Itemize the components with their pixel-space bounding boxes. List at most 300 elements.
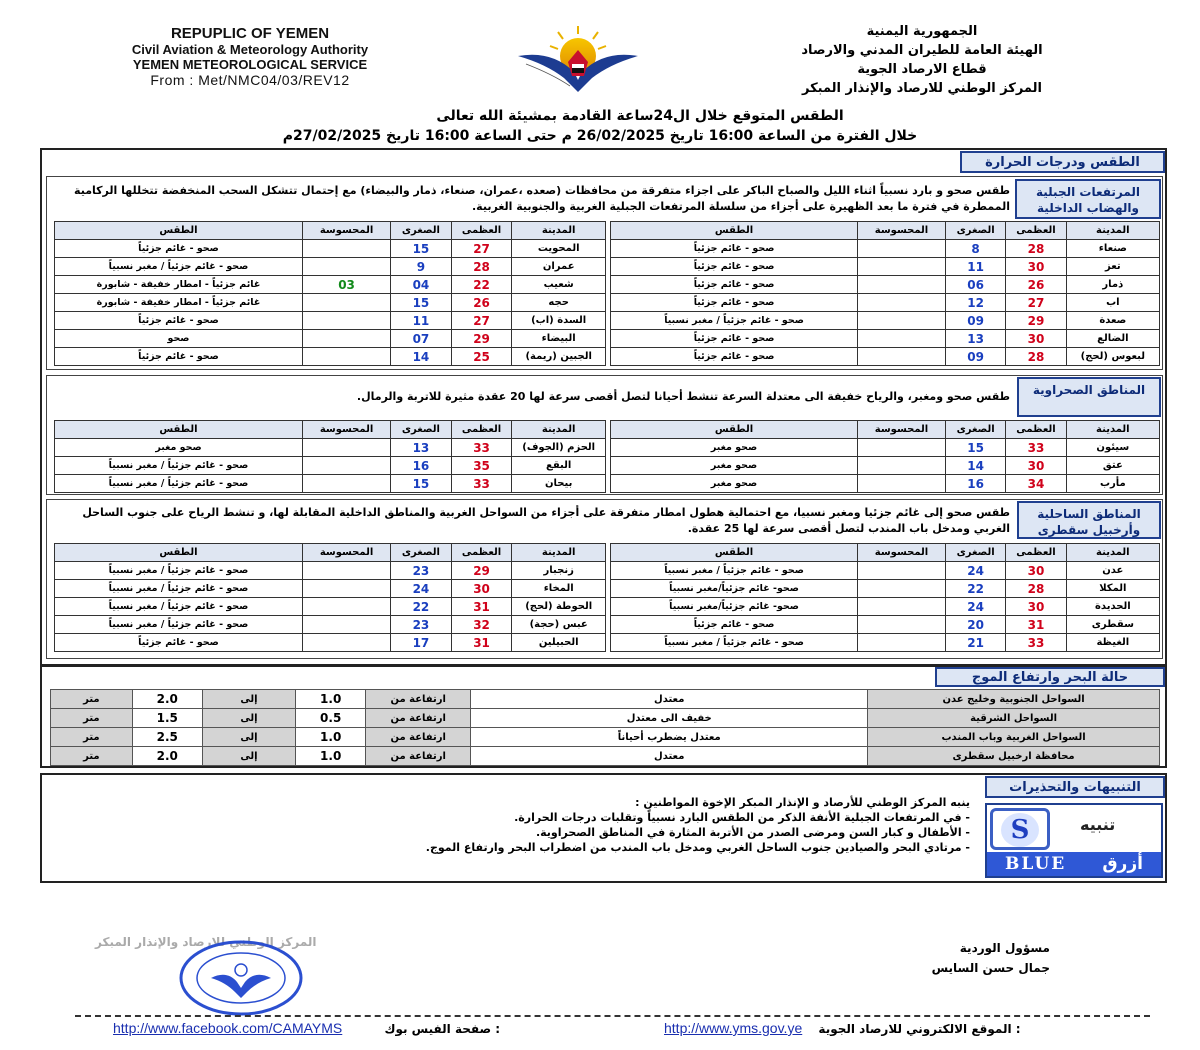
sea-row bbox=[51, 728, 1160, 747]
cell-desc: صحو - غائم جزئياً bbox=[611, 276, 858, 294]
desert-table-right bbox=[610, 420, 1160, 493]
table-row bbox=[611, 312, 1160, 330]
cell-max: 30 bbox=[1006, 457, 1066, 475]
service-en: YEMEN METEOROLOGICAL SERVICE bbox=[132, 57, 368, 72]
cell-desc: صحو - غائم جزئياً / مغبر نسبياً bbox=[55, 562, 303, 580]
authority-logo-icon bbox=[512, 20, 644, 102]
cell-min: 23 bbox=[391, 616, 452, 634]
cell-felt bbox=[858, 330, 946, 348]
table-row bbox=[55, 634, 606, 652]
column-header: الطقس bbox=[55, 544, 303, 562]
cell-desc: صحو - غائم جزئياً / مغبر نسبياً bbox=[611, 312, 858, 330]
sea-cell: 1.5 bbox=[132, 709, 202, 728]
cell-desc: صحو - غائم جزئياً / مغبر نسبياً bbox=[611, 562, 858, 580]
alert-level-ar: تنبيه bbox=[1080, 815, 1116, 834]
table-row bbox=[55, 439, 606, 457]
table-header-row bbox=[611, 544, 1160, 562]
cell-max: 28 bbox=[451, 258, 512, 276]
column-header: الطقس bbox=[55, 222, 303, 240]
cell-city: الحزم (الجوف) bbox=[512, 439, 606, 457]
cell-min: 24 bbox=[945, 562, 1005, 580]
cell-min: 20 bbox=[945, 616, 1005, 634]
cell-min: 07 bbox=[391, 330, 452, 348]
cell-felt bbox=[302, 240, 390, 258]
alert-level-ar2: أزرق bbox=[1102, 854, 1143, 874]
table-row bbox=[611, 562, 1160, 580]
cell-max: 29 bbox=[1006, 312, 1066, 330]
region-desert-desc: طقس صحو ومغبر، والرياح خفيفة الى معتدلة السرعة تنشط أحيانا لتصل أقصى سرعة لها 20 عقدة مثيرة للاتربة والرمال. bbox=[356, 390, 1010, 403]
duty-name: جمال حسن السايس bbox=[931, 961, 1050, 975]
warning-item: - الأطفال و كبار السن ومرضى الصدر من الأتربة المثارة في المناطق الصحراوية. bbox=[535, 826, 970, 839]
forecast-period: خلال الفترة من الساعة 16:00 تاريخ 26/02/2025 م حتى الساعة 16:00 تاريخ 27/02/2025م bbox=[282, 128, 918, 144]
cell-city: صعدة bbox=[1066, 312, 1159, 330]
cell-min: 09 bbox=[945, 312, 1005, 330]
column-header: الصغرى bbox=[945, 222, 1005, 240]
cell-min: 14 bbox=[391, 348, 452, 366]
table-row bbox=[611, 616, 1160, 634]
table-row bbox=[611, 348, 1160, 366]
cell-desc: غائم جزئياً - امطار خفيفة - شابورة bbox=[55, 294, 303, 312]
sea-cell: 2.0 bbox=[132, 690, 202, 709]
cell-max: 31 bbox=[1006, 616, 1066, 634]
cell-felt bbox=[302, 294, 390, 312]
region-desert-label: المناطق الصحراوية bbox=[1017, 377, 1161, 417]
cell-min: 16 bbox=[391, 457, 452, 475]
cell-city: صنعاء bbox=[1066, 240, 1159, 258]
column-header: العظمى bbox=[451, 421, 512, 439]
warning-intro: ينبه المركز الوطني للأرصاد و الإنذار المبكر الإخوة المواطنين : bbox=[635, 796, 970, 809]
cell-desc: صحو - غائم جزئياً / مغبر نسبياً bbox=[611, 634, 858, 652]
warnings-title: التنبيهات والتحذيرات bbox=[985, 776, 1165, 798]
coastal-table-left bbox=[54, 543, 606, 652]
cell-city: بيحان bbox=[512, 475, 606, 493]
cell-min: 21 bbox=[945, 634, 1005, 652]
sea-cell: متر bbox=[51, 690, 133, 709]
cell-min: 13 bbox=[391, 439, 452, 457]
sea-cell: إلى bbox=[202, 709, 295, 728]
column-header: العظمى bbox=[1006, 544, 1066, 562]
cell-max: 29 bbox=[451, 562, 512, 580]
cell-min: 14 bbox=[945, 457, 1005, 475]
cell-desc: صحو - غائم جزئياً / مغبر نسبياً bbox=[55, 258, 303, 276]
cell-max: 26 bbox=[1006, 276, 1066, 294]
cell-desc: صحو- غائم جزئياً/مغبر نسبياً bbox=[611, 598, 858, 616]
cell-city: عدن bbox=[1066, 562, 1159, 580]
cell-min: 15 bbox=[391, 475, 452, 493]
cell-felt bbox=[302, 439, 390, 457]
cell-city: شعيب bbox=[512, 276, 606, 294]
sea-cell: متر bbox=[51, 709, 133, 728]
table-row bbox=[611, 258, 1160, 276]
table-row bbox=[55, 598, 606, 616]
cell-felt bbox=[858, 616, 946, 634]
cell-felt bbox=[858, 580, 946, 598]
cell-city: الجبين (ريمة) bbox=[512, 348, 606, 366]
column-header: الطقس bbox=[611, 544, 858, 562]
cell-city: سقطرى bbox=[1066, 616, 1159, 634]
cell-max: 26 bbox=[451, 294, 512, 312]
cell-desc: صحو - غائم جزئياً / مغبر نسبياً bbox=[55, 457, 303, 475]
cell-desc: صحو - غائم جزئياً bbox=[611, 240, 858, 258]
cell-min: 9 bbox=[391, 258, 452, 276]
sea-cell: 0.5 bbox=[296, 709, 366, 728]
table-row bbox=[611, 475, 1160, 493]
column-header: المحسوسة bbox=[858, 222, 946, 240]
sea-cell: متر bbox=[51, 747, 133, 766]
cell-max: 29 bbox=[451, 330, 512, 348]
table-row bbox=[55, 616, 606, 634]
footer-divider bbox=[75, 1015, 1150, 1017]
region-coastal-label: المناطق الساحلية وأرخبيل سقطرى bbox=[1017, 501, 1161, 539]
sea-cell: ارتفاعة من bbox=[366, 690, 471, 709]
cell-max: 33 bbox=[1006, 439, 1066, 457]
column-header: العظمى bbox=[451, 544, 512, 562]
cell-max: 27 bbox=[451, 240, 512, 258]
sea-cell: 1.0 bbox=[296, 728, 366, 747]
table-row bbox=[611, 276, 1160, 294]
cell-max: 32 bbox=[451, 616, 512, 634]
column-header: العظمى bbox=[1006, 222, 1066, 240]
cell-desc: صحو - غائم جزئياً bbox=[611, 330, 858, 348]
cell-felt bbox=[858, 276, 946, 294]
table-row bbox=[55, 580, 606, 598]
cell-max: 33 bbox=[451, 475, 512, 493]
warning-item: - في المرتفعات الجبلية الأنفة الذكر من الطقس البارد نسبياً وتقلبات درجات الحرارة. bbox=[514, 811, 970, 824]
sea-cell: خفيف الى معتدل bbox=[471, 709, 868, 728]
alert-s-badge-icon bbox=[990, 808, 1050, 850]
cell-min: 15 bbox=[945, 439, 1005, 457]
sector-ar: قطاع الارصاد الجوية bbox=[857, 62, 987, 77]
cell-desc: صحو - غائم جزئياً / مغبر نسبياً bbox=[55, 598, 303, 616]
cell-felt: 03 bbox=[302, 276, 390, 294]
duty-title: مسؤول الوردية bbox=[959, 941, 1050, 955]
cell-desc: صحو - غائم جزئياً bbox=[611, 258, 858, 276]
table-row bbox=[611, 294, 1160, 312]
column-header: المحسوسة bbox=[302, 222, 390, 240]
table-header-row bbox=[55, 421, 606, 439]
sea-cell: إلى bbox=[202, 728, 295, 747]
column-header: المدينة bbox=[512, 544, 606, 562]
cell-desc: صحو - غائم جزئياً bbox=[55, 312, 303, 330]
cell-max: 30 bbox=[451, 580, 512, 598]
desert-table-left bbox=[54, 420, 606, 493]
cell-felt bbox=[302, 348, 390, 366]
cell-felt bbox=[302, 616, 390, 634]
cell-max: 27 bbox=[451, 312, 512, 330]
cell-desc: صحو - غائم جزئياً bbox=[611, 616, 858, 634]
cell-felt bbox=[302, 562, 390, 580]
sea-cell: إلى bbox=[202, 690, 295, 709]
cell-city: الضالع bbox=[1066, 330, 1159, 348]
table-row bbox=[55, 312, 606, 330]
column-header: المدينة bbox=[1066, 421, 1159, 439]
cell-desc: غائم جزئياً - امطار خفيفة - شابورة bbox=[55, 276, 303, 294]
website-link-row bbox=[664, 1020, 1021, 1036]
sea-state-title: حالة البحر وارتفاع الموج bbox=[935, 667, 1165, 687]
region-mountain-desc: طقس صحو و بارد نسبياً اثناء الليل والصباح الباكر على اجزاء متفرقة من محافظات (صعده ،عمران، صنعاء، ذمار والبيضاء) مع إحتمال تتشكل السحب المنخفضة تتخللها الركامية الممطرة في فترة ما بعد الظهيرة على أجزاء من سلسلة المرتفعات الجبلية الغربية والجنوبية الغربية. bbox=[74, 184, 1010, 213]
column-header: المدينة bbox=[1066, 544, 1159, 562]
column-header: المحسوسة bbox=[302, 421, 390, 439]
section-temperature-title: الطقس ودرجات الحرارة bbox=[960, 151, 1165, 173]
table-row bbox=[55, 562, 606, 580]
table-row bbox=[55, 348, 606, 366]
table-row bbox=[55, 330, 606, 348]
cell-felt bbox=[302, 457, 390, 475]
cell-max: 30 bbox=[1006, 330, 1066, 348]
column-header: العظمى bbox=[451, 222, 512, 240]
cell-felt bbox=[858, 562, 946, 580]
header-english bbox=[70, 26, 430, 89]
table-row bbox=[55, 276, 606, 294]
website-label: الموقع الالكتروني للارصاد الجوية : bbox=[818, 1022, 1021, 1036]
cell-city: لبعوس (لحج) bbox=[1066, 348, 1159, 366]
sea-cell: السواحل الشرقية bbox=[868, 709, 1160, 728]
cell-min: 06 bbox=[945, 276, 1005, 294]
website-link[interactable]: http://www.yms.gov.ye bbox=[664, 1020, 803, 1036]
cell-city: البقع bbox=[512, 457, 606, 475]
cell-felt bbox=[858, 634, 946, 652]
cell-felt bbox=[302, 258, 390, 276]
cell-max: 31 bbox=[451, 598, 512, 616]
column-header: المدينة bbox=[512, 421, 606, 439]
table-header-row bbox=[55, 222, 606, 240]
alert-level-en: BLUE bbox=[1005, 854, 1067, 874]
cell-city: سيئون bbox=[1066, 439, 1159, 457]
table-row bbox=[611, 240, 1160, 258]
forecast-title: الطقس المتوقع خلال ال24ساعة القادمة بمشيئة الله تعالى bbox=[436, 108, 844, 124]
column-header: الطقس bbox=[611, 421, 858, 439]
alert-badge-letter: S bbox=[1001, 813, 1039, 847]
cell-felt bbox=[302, 580, 390, 598]
cell-max: 28 bbox=[1006, 240, 1066, 258]
authority-ar: الهيئة العامة للطيران المدني والارصاد bbox=[801, 43, 1043, 58]
column-header: الصغرى bbox=[391, 421, 452, 439]
form-ref: From : Met/NMC04/03/REV12 bbox=[150, 72, 350, 88]
sea-cell: ارتفاعة من bbox=[366, 747, 471, 766]
cell-desc: صحو مغبر bbox=[611, 457, 858, 475]
cell-max: 30 bbox=[1006, 258, 1066, 276]
cell-city: الحديدة bbox=[1066, 598, 1159, 616]
table-row bbox=[55, 294, 606, 312]
cell-desc: صحو - غائم جزئياً bbox=[55, 634, 303, 652]
sea-cell: السواحل الجنوبية وخليج عدن bbox=[868, 690, 1160, 709]
column-header: المحسوسة bbox=[858, 421, 946, 439]
sea-row bbox=[51, 709, 1160, 728]
cell-max: 25 bbox=[451, 348, 512, 366]
cell-min: 23 bbox=[391, 562, 452, 580]
column-header: الصغرى bbox=[945, 421, 1005, 439]
cell-min: 22 bbox=[391, 598, 452, 616]
cell-desc: صحو - غائم جزئياً bbox=[55, 348, 303, 366]
cell-felt bbox=[858, 475, 946, 493]
cell-city: مأرب bbox=[1066, 475, 1159, 493]
cell-felt bbox=[302, 475, 390, 493]
cell-city: اب bbox=[1066, 294, 1159, 312]
coastal-table-right bbox=[610, 543, 1160, 652]
cell-min: 8 bbox=[945, 240, 1005, 258]
sea-cell: 1.0 bbox=[296, 690, 366, 709]
sea-cell: معتدل bbox=[471, 690, 868, 709]
column-header: العظمى bbox=[1006, 421, 1066, 439]
cell-min: 04 bbox=[391, 276, 452, 294]
sea-cell: ارتفاعة من bbox=[366, 709, 471, 728]
column-header: المحسوسة bbox=[858, 544, 946, 562]
cell-felt bbox=[858, 312, 946, 330]
sea-cell: 1.0 bbox=[296, 747, 366, 766]
cell-city: المحويت bbox=[512, 240, 606, 258]
region-coastal-desc: طقس صحو إلى غائم جزئيا ومغبر نسبيا، مع احتمالية هطول امطار متفرقة على أجزاء من السواحل الغربية والمناطق الداخلية المقابلة لها، و تنشط الرياح على جنوب الساحل الغربي ومدخل باب المندب لتصل أقصى سرعة لها 25 عقدة. bbox=[82, 506, 1010, 535]
cell-felt bbox=[858, 258, 946, 276]
table-row bbox=[611, 634, 1160, 652]
center-ar: المركز الوطني للارصاد والإنذار المبكر bbox=[802, 81, 1042, 96]
sea-state-table bbox=[50, 689, 1160, 766]
cell-max: 33 bbox=[451, 439, 512, 457]
facebook-label: صفحة الفيس بوك : bbox=[384, 1022, 501, 1036]
column-header: الصغرى bbox=[391, 544, 452, 562]
sea-cell: السواحل الغربية وباب المندب bbox=[868, 728, 1160, 747]
cell-felt bbox=[858, 348, 946, 366]
cell-max: 35 bbox=[451, 457, 512, 475]
facebook-link-row bbox=[113, 1020, 500, 1036]
cell-min: 15 bbox=[391, 240, 452, 258]
column-header: المدينة bbox=[512, 222, 606, 240]
table-row bbox=[55, 475, 606, 493]
cell-city: ذمار bbox=[1066, 276, 1159, 294]
table-row bbox=[611, 598, 1160, 616]
cell-city: الحبيلين bbox=[512, 634, 606, 652]
cell-city: حجه bbox=[512, 294, 606, 312]
country-ar: الجمهورية اليمنية bbox=[866, 24, 978, 39]
country-en: REPUPLIC OF YEMEN bbox=[170, 25, 330, 42]
cell-felt bbox=[302, 634, 390, 652]
cell-max: 27 bbox=[1006, 294, 1066, 312]
cell-city: المكلا bbox=[1066, 580, 1159, 598]
sea-row bbox=[51, 747, 1160, 766]
column-header: المدينة bbox=[1066, 222, 1159, 240]
cell-felt bbox=[858, 294, 946, 312]
cell-city: السدة (اب) bbox=[512, 312, 606, 330]
sea-cell: معتدل bbox=[471, 747, 868, 766]
cell-min: 12 bbox=[945, 294, 1005, 312]
column-header: الصغرى bbox=[945, 544, 1005, 562]
sea-cell: معتدل يضطرب أحياناً bbox=[471, 728, 868, 747]
table-row bbox=[55, 240, 606, 258]
table-header-row bbox=[55, 544, 606, 562]
sea-cell: 2.5 bbox=[132, 728, 202, 747]
cell-desc: صحو - غائم جزئياً / مغبر نسبياً bbox=[55, 616, 303, 634]
stamp-caption: المركز الوطني للارصاد والإنذار المبكر bbox=[95, 935, 317, 949]
cell-min: 09 bbox=[945, 348, 1005, 366]
cell-city: الغيظة bbox=[1066, 634, 1159, 652]
mountain-table-left bbox=[54, 221, 606, 366]
cell-desc: صحو - غائم جزئياً / مغبر نسبياً bbox=[55, 475, 303, 493]
facebook-link[interactable]: http://www.facebook.com/CAMAYMS bbox=[113, 1020, 343, 1036]
cell-min: 16 bbox=[945, 475, 1005, 493]
column-header: الطقس bbox=[55, 421, 303, 439]
cell-desc: صحو bbox=[55, 330, 303, 348]
cell-desc: صحو - غائم جزئياً bbox=[611, 348, 858, 366]
sea-cell: إلى bbox=[202, 747, 295, 766]
authority-en: Civil Aviation & Meteorology Authority bbox=[131, 42, 369, 57]
sea-cell: ارتفاعة من bbox=[366, 728, 471, 747]
cell-city: البيضاء bbox=[512, 330, 606, 348]
cell-max: 30 bbox=[1006, 562, 1066, 580]
cell-max: 22 bbox=[451, 276, 512, 294]
cell-felt bbox=[858, 598, 946, 616]
cell-desc: صحو مغبر bbox=[55, 439, 303, 457]
sea-cell: محافظة ارخبيل سقطرى bbox=[868, 747, 1160, 766]
cell-min: 24 bbox=[391, 580, 452, 598]
warnings-text bbox=[280, 795, 970, 855]
cell-felt bbox=[858, 439, 946, 457]
shift-supervisor bbox=[870, 938, 1050, 978]
cell-min: 24 bbox=[945, 598, 1005, 616]
column-header: الصغرى bbox=[391, 222, 452, 240]
table-header-row bbox=[611, 222, 1160, 240]
cell-min: 22 bbox=[945, 580, 1005, 598]
cell-min: 15 bbox=[391, 294, 452, 312]
mountain-table-right bbox=[610, 221, 1160, 366]
cell-max: 34 bbox=[1006, 475, 1066, 493]
cell-max: 30 bbox=[1006, 598, 1066, 616]
cell-min: 11 bbox=[391, 312, 452, 330]
sea-cell: متر bbox=[51, 728, 133, 747]
table-header-row bbox=[611, 421, 1160, 439]
cell-min: 13 bbox=[945, 330, 1005, 348]
official-stamp-icon bbox=[175, 938, 307, 1018]
cell-felt bbox=[302, 330, 390, 348]
cell-city: عمران bbox=[512, 258, 606, 276]
sea-cell: 2.0 bbox=[132, 747, 202, 766]
column-header: الطقس bbox=[611, 222, 858, 240]
table-row bbox=[55, 457, 606, 475]
column-header: المحسوسة bbox=[302, 544, 390, 562]
cell-city: الحوطة (لحج) bbox=[512, 598, 606, 616]
cell-desc: صحو مغبر bbox=[611, 475, 858, 493]
header-arabic bbox=[762, 22, 1082, 98]
cell-felt bbox=[302, 312, 390, 330]
warning-item: - مرتادي البحر والصيادين جنوب الساحل الغربي ومدخل باب المندب من اضطراب البحر وارتفاع الموج. bbox=[425, 841, 970, 854]
cell-city: عتق bbox=[1066, 457, 1159, 475]
cell-felt bbox=[858, 240, 946, 258]
cell-city: المخاء bbox=[512, 580, 606, 598]
cell-min: 17 bbox=[391, 634, 452, 652]
cell-max: 33 bbox=[1006, 634, 1066, 652]
cell-desc: صحو- غائم جزئياً/مغبر نسبياً bbox=[611, 580, 858, 598]
cell-felt bbox=[858, 457, 946, 475]
cell-min: 11 bbox=[945, 258, 1005, 276]
sea-row bbox=[51, 690, 1160, 709]
cell-desc: صحو - غائم جزئياً bbox=[55, 240, 303, 258]
table-row bbox=[55, 258, 606, 276]
cell-city: عبس (حجة) bbox=[512, 616, 606, 634]
cell-felt bbox=[302, 598, 390, 616]
cell-desc: صحو - غائم جزئياً bbox=[611, 294, 858, 312]
table-row bbox=[611, 439, 1160, 457]
table-row bbox=[611, 457, 1160, 475]
cell-desc: صحو مغبر bbox=[611, 439, 858, 457]
cell-desc: صحو - غائم جزئياً / مغبر نسبياً bbox=[55, 580, 303, 598]
table-row bbox=[611, 330, 1160, 348]
cell-max: 28 bbox=[1006, 348, 1066, 366]
cell-max: 28 bbox=[1006, 580, 1066, 598]
table-row bbox=[611, 580, 1160, 598]
alert-level-bar bbox=[987, 852, 1161, 876]
region-mountain-label: المرتفعات الجبلية والهضاب الداخلية bbox=[1015, 179, 1161, 219]
cell-city: تعز bbox=[1066, 258, 1159, 276]
cell-max: 31 bbox=[451, 634, 512, 652]
cell-city: زنجبار bbox=[512, 562, 606, 580]
